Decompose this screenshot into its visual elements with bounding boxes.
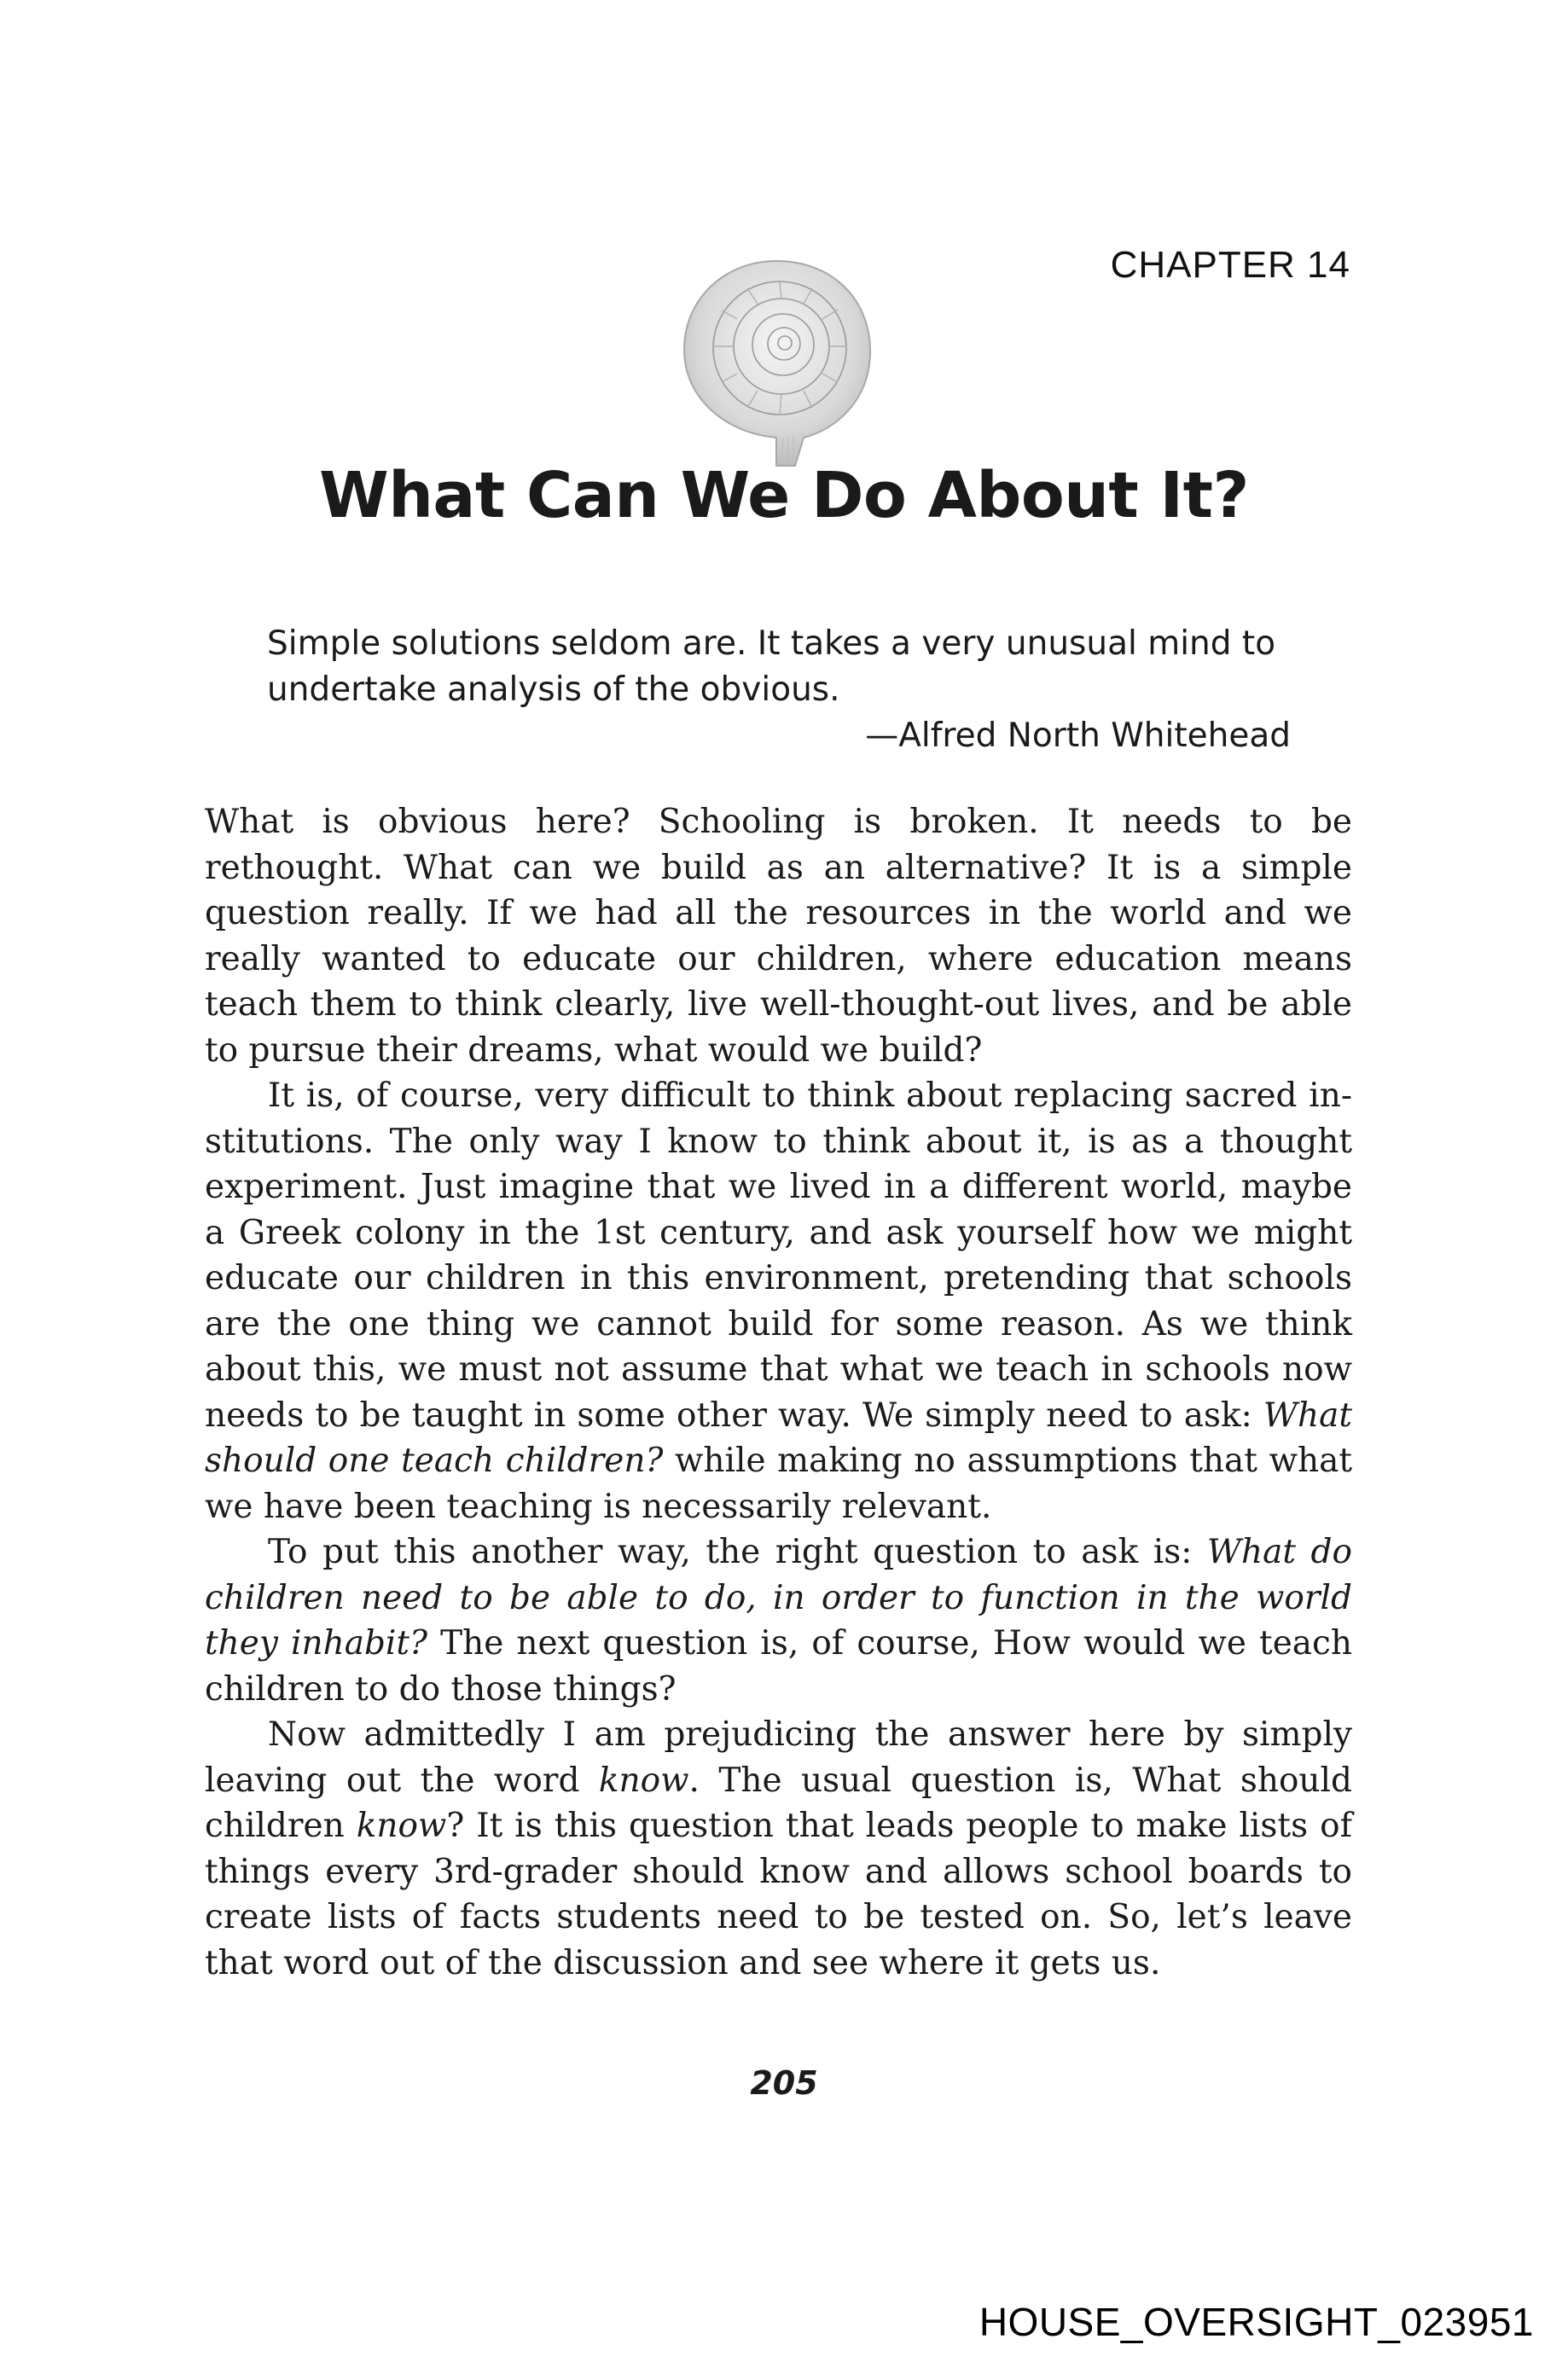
epigraph-line: Simple solutions seldom are. It takes a very unusual mind to [267,624,1276,663]
epigraph-attribution: —Alfred North Whitehead [865,717,1291,755]
page-number: 205 [750,2064,818,2102]
chapter-title: What Can We Do About It? [319,459,1249,532]
chapter-label: CHAPTER 14 [1110,244,1350,286]
epigraph-line: undertake analysis of the obvious. [267,670,840,709]
body-text [205,799,1352,1986]
paragraph: What is obvious here? Schooling is broken. It needs to be rethought. What can we build as an alternative? It is a simple question really. If we had all the resources in the world and we really wanted to educate our children, where education means teach them to think clearly, live well-thought-out lives, and be able to pursue their dreams, what would we build? [205,803,1352,1070]
paragraph: To put this another way, the right question to ask is: What do children need to be able to do, in order to function in the world they inhabit? The next question is, of course, How would we teach children to do those things? [205,1533,1353,1709]
ammonite-shell-icon [676,254,877,467]
paragraph: Now admittedly I am prejudicing the answer here by simply leaving out the word know. The usual question is, What should children know? It is this question that leads people to make lists of things every 3rd-grader should know and allows school boards to create lists of facts students need to be tested on. So, let’s leave that word out of the discussion and see where it gets us. [205,1715,1352,1982]
paragraph: It is, of course, very difficult to think about replacing sacred institutions. The only way I know to think about it, is as a thought experiment. Just imagine that we lived in a different world, maybe a Greek colony in the 1st century, and ask yourself how we might educate our children in this environment, pretending that schools are the one thing we cannot build for some reason. As we think about this, we must not assume that what we teach in schools now needs to be taught in some other way. We simply need to ask: What should one teach children? while making no assumptions that what we have been teaching is necessarily relevant. [205,1077,1352,1526]
epigraph [267,621,1291,759]
bates-number: HOUSE_OVERSIGHT_023951 [979,2300,1534,2344]
